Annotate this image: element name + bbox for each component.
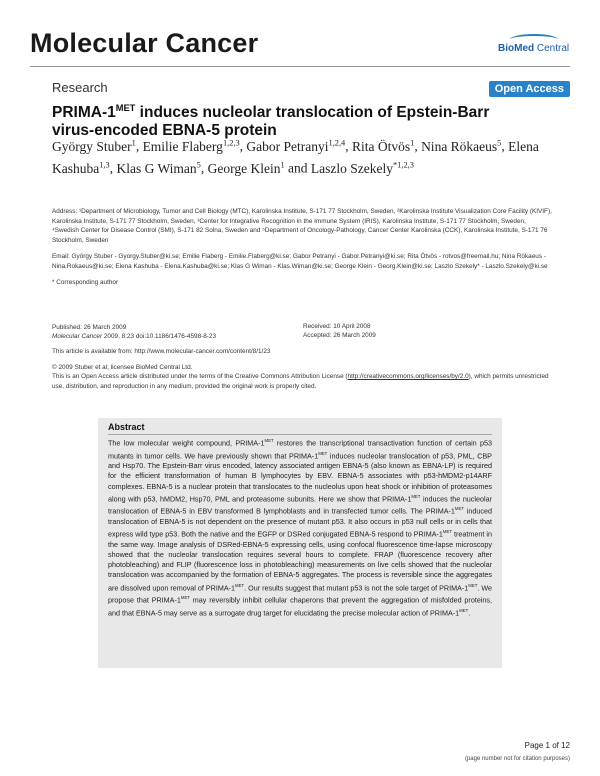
affiliations: Address: ¹Department of Microbiology, Tumor and Cell Biology (MTC), Karolinska Institute, S-171 77 Stockholm, Sweden, ²Karolinska Institute Visualization Core Facility (KIVIF), Karolinska Institute, S-171 77 Stockholm, Sweden, ³Center for Integrative Recognition in the Immune System (IRIS), Karolinska Institute, S-171 77 Stockholm, Sweden, ⁴Swedish Center for Disease Control (SMI), S-171 82 Solna, Sweden and ⁵Department of Oncology-Pathology, Cancer Center Karolinska (CCK), Karolinska Institute, S-171 76 Stockholm, Sweden — [52, 208, 552, 244]
article-title: PRIMA-$1^{MET}$ induces nucleolar translocation of Epstein-Barr virus-encoded EBNA-5 protein — [52, 103, 490, 140]
author: Laszlo Szekely$^{*1,2,3}$ — [310, 160, 414, 176]
author-list: György Stuber$^1$, Emilie Flaberg$^{1,2,3}$, Gabor Petranyi$^{1,2,4}$, Rita Ötvös$^1$, Nina Rökaeus$^5$, Elena Kashuba$^{1,3}$, Klas G Wiman$^5$, George Klein$^1$ and Laszlo Szekely$^{*1,2,3}$ — [52, 138, 539, 176]
abstract-heading: Abstract — [108, 422, 145, 432]
abstract-box — [98, 418, 502, 668]
author: George Klein$^1$ — [207, 160, 285, 176]
license-link[interactable]: http://creativecommons.org/licenses/by/2.0 — [347, 373, 469, 381]
received-accepted — [303, 322, 376, 341]
received-date: Received: 10 April 2008 — [303, 323, 371, 330]
page-note: (page number not for citation purposes) — [464, 756, 570, 762]
author: Emilie Flaberg$^{1,2,3}$ — [142, 138, 240, 154]
author: Elena Kashuba$^{1,3}$ — [52, 138, 539, 176]
citation: Molecular Cancer 2009, 8:23 doi:10.1186/1476-4598-8-23 — [52, 333, 217, 341]
author: Klas G Wiman$^5$ — [116, 160, 201, 176]
published-date: Published: 26 March 2009 — [52, 324, 127, 331]
corresponding-author-note: * Corresponding author — [52, 279, 119, 286]
author: Rita Ötvös$^1$ — [351, 138, 415, 154]
biomed-central-logo — [498, 34, 570, 56]
accepted-date: Accepted: 26 March 2009 — [303, 332, 376, 340]
author: Gabor Petranyi$^{1,2,4}$ — [246, 138, 346, 154]
author-emails: Email: György Stuber - Gyorgy.Stuber@ki.se; Emilie Flaberg - Emilie.Flaberg@ki.se; Gabor Petranyi - Gabor.Petranyi@ki.se; Rita Ötvös - rotvos@freemail.hu; Nina Rökaeus - Nina.Rokaeus@ki.se; Elena Kashuba - Elena.Kashuba@ki.se; Klas G Wiman - Klas.Wiman@ki.se; George Klein - Georg.Klein@ki.se; Laszlo Szekely* - Laszlo.Szekely@ki.se — [52, 253, 548, 270]
header-rule — [30, 66, 570, 67]
logo-text: BioMed Central — [498, 43, 570, 54]
article-url: This article is available from: http://www.molecular-cancer.com/content/8/1/23 — [52, 348, 271, 355]
abstract-text: The low molecular weight compound, PRIMA-$1^{MET}$ restores the transcriptional transactivation function of certain p53 mutants in tumor cells. We have previously shown that PRIMA-$1^{MET}$ induces nucleolar translocation of p53, PML, CBP and Hsp70. The Epstein-Barr virus encoded, latency associated antigen EBNA-5 (also known as EBNA-LP) is required for the efficient transformation of human B lymphocytes by EBV. EBNA-5 associates with p53-hMDM2-p14ARF complexes. EBNA-5 is a nuclear protein that translocates to the nucleolus upon heat shock or inhibition of proteasomes along with p53, hMDM2, Hsp70, PML and proteasome subunits. Here we show that PRIMA-$1^{MET}$ induces the nucleolar translocation of EBNA-5 in EBV transformed B lymphoblasts and in transfected tumor cells. The PRIMA-$1^{MET}$ induced translocation of EBNA-5 is not dependent on the presence of mutant p53. It also occurs in p53 null cells or in cells that express wild type p53. Both the native and the EGFP or DSRed conjugated EBNA-5 respond to PRIMA-$1^{MET}$ treatment in the same way. Image analysis of DSRed-EBNA-5 expressing cells, using confocal fluorescence time-lapse microscopy showed that the nucleolar translocation requires several hours to complete. FRAP (fluorescence recovery after photobleaching) and FLIP (fluorescence loss in photobleaching) measurements on live cells showed that the nucleolar translocation was accompanied by the formation of EBNA-5 aggregates. The process is reversible since the aggregates are dissolved upon removal of PRIMA-$1^{MET}$. Our results suggest that mutant p53 is not the sole target of PRIMA-$1^{MET}$. We propose that PRIMA-$1^{MET}$ may reversibly inhibit cellular chaperons that prevent the aggregation of misfolded proteins, and that EBNA-5 may serve as a surrogate drug target for elucidating the precise molecular action of PRIMA-$1^{MET}$. — [108, 438, 492, 618]
journal-title: Molecular Cancer — [30, 28, 259, 58]
open-access-badge: Open Access — [489, 81, 570, 97]
author: György Stuber$^1$ — [52, 138, 136, 154]
publication-info — [52, 323, 216, 342]
page-number: Page 1 of 12 — [524, 741, 570, 750]
copyright: © 2009 Stuber et al; licensee BioMed Central Ltd. This is an Open Access article distributed under the terms of the Creative Commons Attribution License (http://creativecommons.org/licenses/by/2.0), which permits unrestricted use, distribution, and reproduction in any medium, provided the original work is properly cited. — [52, 364, 549, 390]
author: Nina Rökaeus$^5$ — [421, 138, 502, 154]
abstract-rule — [108, 434, 492, 435]
section-label: Research — [52, 80, 108, 95]
